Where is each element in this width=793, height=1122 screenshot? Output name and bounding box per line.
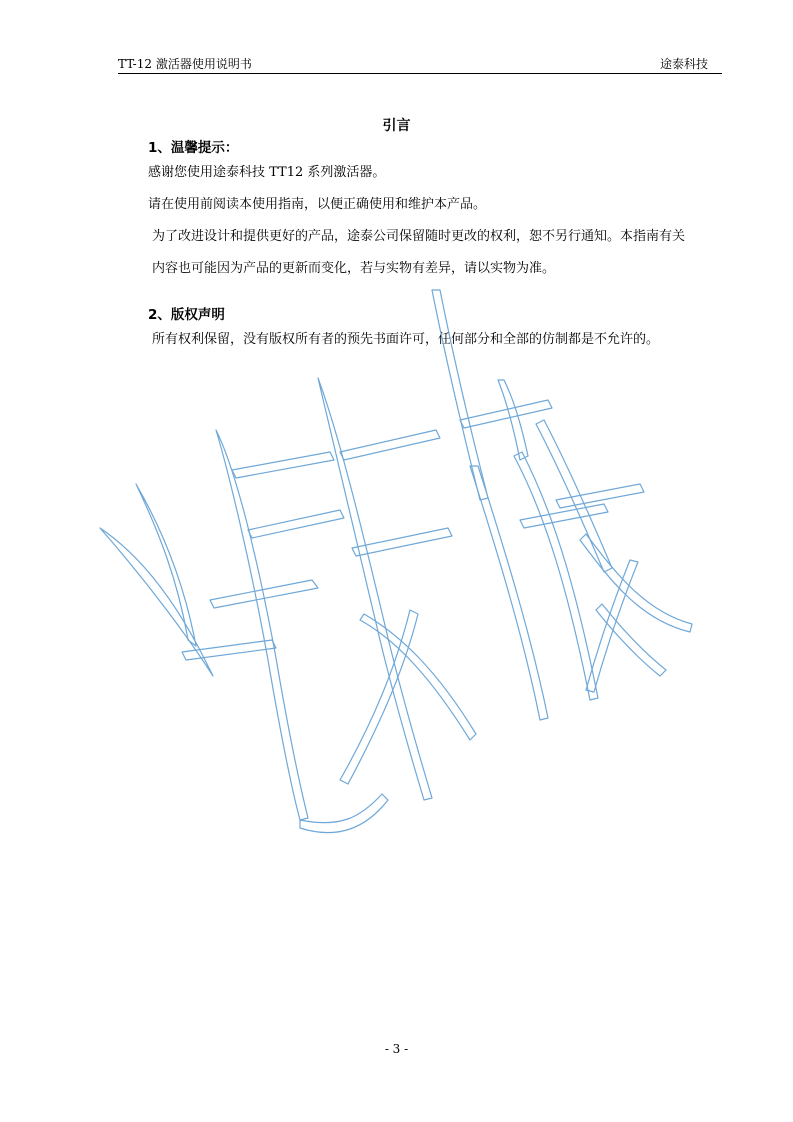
- header-document-title: TT-12 激活器使用说明书: [118, 57, 252, 71]
- section-heading-copyright: 2、版权声明: [148, 307, 225, 323]
- paragraph-read-guide: 请在使用前阅读本使用指南，以便正确使用和维护本产品。: [148, 197, 487, 212]
- paragraph-thanks: 感谢您使用途泰科技 TT12 系列激活器。: [148, 165, 386, 180]
- paragraph-improvement-line-2: 内容也可能因为产品的更新而变化，若与实物有差异，请以实物为准。: [152, 261, 556, 276]
- page-title: 引言: [382, 118, 411, 134]
- page-number: - 3 -: [384, 1042, 409, 1056]
- header-divider: [118, 73, 722, 74]
- page-header: [118, 56, 722, 74]
- header-company-name: 途泰科技: [659, 57, 708, 71]
- section-heading-tips: 1、温馨提示：: [148, 140, 239, 156]
- paragraph-copyright: 所有权利保留，没有版权所有者的预先书面许可，任何部分和全部的仿制都是不允许的。: [152, 332, 660, 347]
- paragraph-improvement-line-1: 为了改进设计和提供更好的产品，途泰公司保留随时更改的权利，恕不另行通知。本指南有关: [152, 229, 686, 244]
